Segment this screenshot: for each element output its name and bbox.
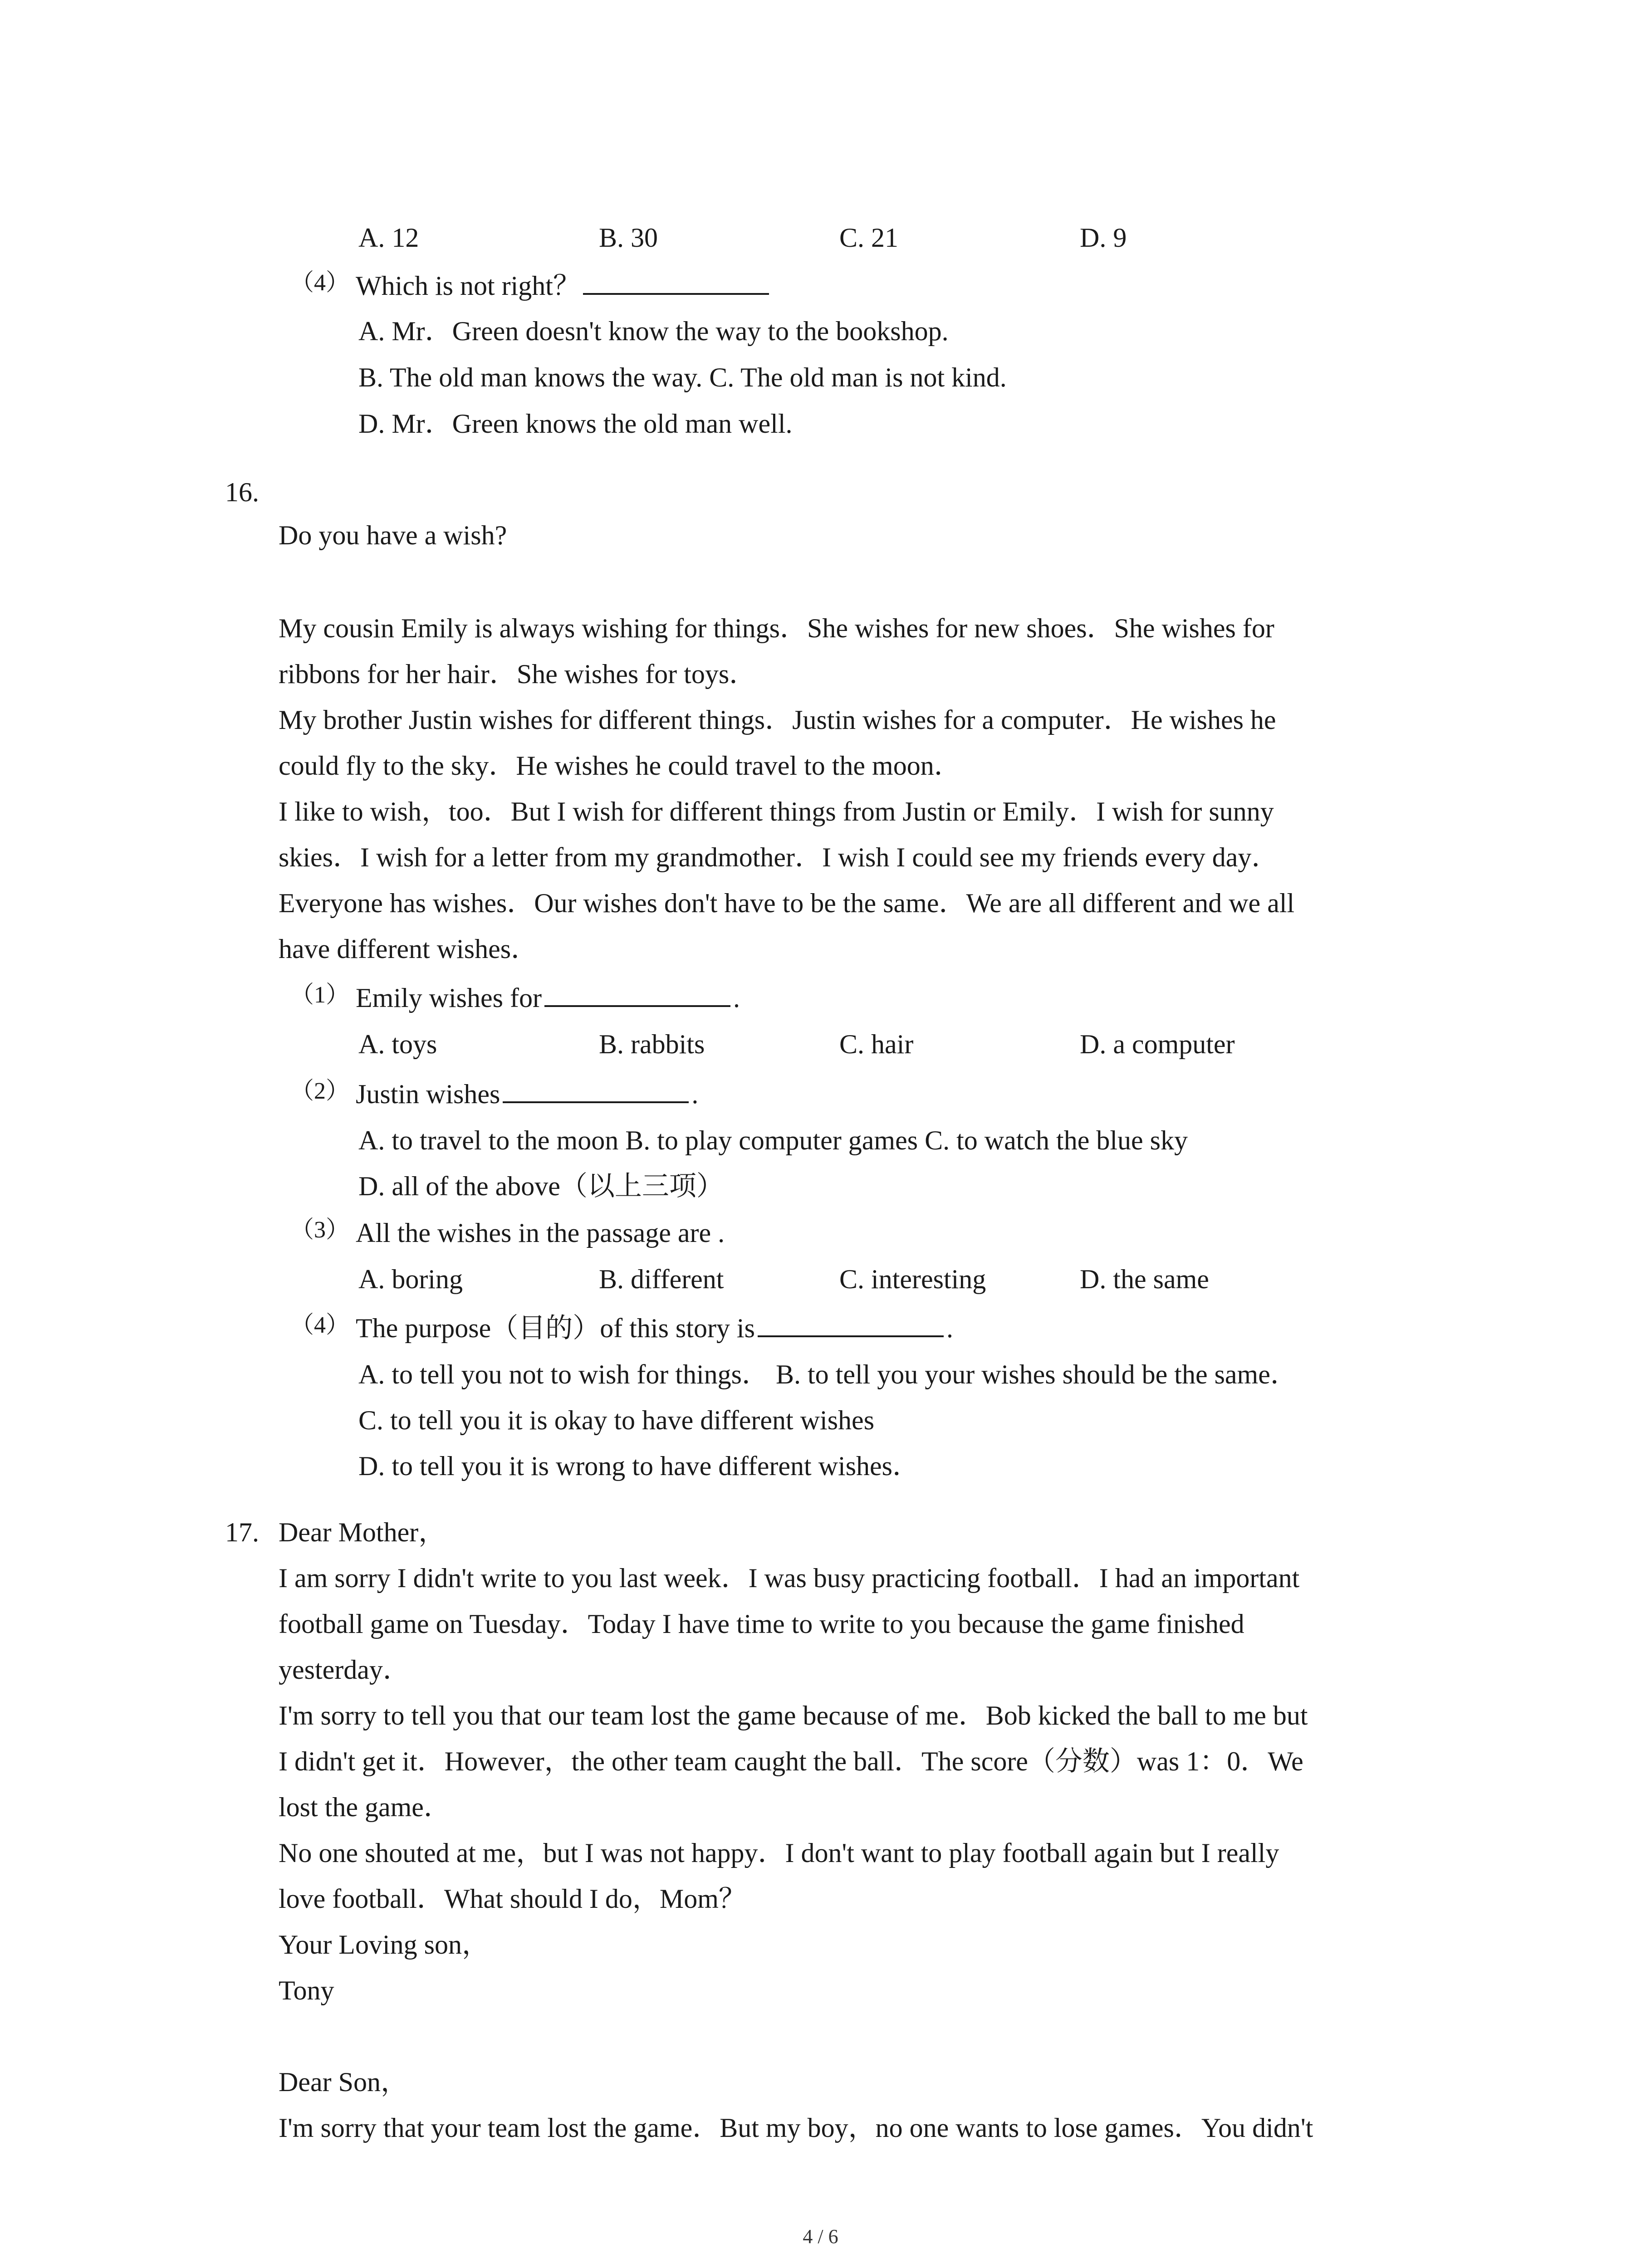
answer-blank xyxy=(758,1313,944,1337)
option-a: A. 12 xyxy=(358,223,419,253)
question-end: . xyxy=(946,1313,953,1343)
option-c: C. hair xyxy=(839,1029,914,1059)
letter-line: yesterday． xyxy=(279,1655,410,1685)
letter-line: I'm sorry to tell you that our team lost the game because of me．Bob kicked the ball to me but xyxy=(279,1701,1308,1730)
q16-q4-option-c: C. to tell you it is okay to have different wishes xyxy=(358,1405,875,1435)
passage-line: My brother Justin wishes for different things．Justin wishes for a computer．He wishes he xyxy=(279,705,1276,735)
question-text: The purpose（目的）of this story is xyxy=(356,1313,755,1343)
letter-closing: Your Loving son， xyxy=(279,1930,489,1960)
q16-q2-options-abc: A. to travel to the moon B. to play computer games C. to watch the blue sky xyxy=(358,1125,1188,1155)
passage-line: Everyone has wishes．Our wishes don't have to be the same．We are all different and we all xyxy=(279,888,1295,918)
q15-q4-option-d: D. Mr．Green knows the old man well. xyxy=(358,409,793,439)
option-a: A. toys xyxy=(358,1029,437,1059)
option-a: A. boring xyxy=(358,1264,463,1294)
sub-question-number: （2） xyxy=(290,1078,350,1104)
letter-line: I didn't get it．However，the other team caught the ball．The score（分数）was 1：0．We xyxy=(279,1746,1303,1776)
answer-blank xyxy=(544,982,730,1007)
q15-q4-option-bc: B. The old man knows the way. C. The old man is not kind. xyxy=(358,362,1007,392)
q16-q4-question xyxy=(290,1310,953,1348)
reply-greeting: Dear Son， xyxy=(279,2067,408,2097)
sub-question-number: （4） xyxy=(290,270,350,296)
answer-blank xyxy=(583,270,769,295)
passage-line: have different wishes． xyxy=(279,934,539,964)
option-c: C. 21 xyxy=(839,223,899,253)
sub-question-number: （3） xyxy=(290,1217,350,1243)
question-end: . xyxy=(691,1079,699,1109)
q16-q1-options xyxy=(358,1026,1583,1062)
option-d: D. the same xyxy=(1080,1264,1209,1294)
q16-q3-options xyxy=(358,1261,1583,1297)
passage-line: My cousin Emily is always wishing for things．She wishes for new shoes．She wishes for xyxy=(279,613,1274,643)
letter-line: No one shouted at me，but I was not happy．I don't want to play football again but I really xyxy=(279,1838,1279,1868)
passage-title: Do you have a wish? xyxy=(279,520,507,550)
option-d: D. a computer xyxy=(1080,1029,1235,1059)
question-end: . xyxy=(733,983,740,1013)
question-number-16: 16. xyxy=(225,477,259,507)
q16-q2-question xyxy=(290,1076,698,1114)
q16-q3-question xyxy=(290,1215,725,1253)
letter-line: lost the game． xyxy=(279,1792,451,1822)
q16-q1-question xyxy=(290,980,740,1018)
option-c: C. interesting xyxy=(839,1264,986,1294)
letter-line: I am sorry I didn't write to you last week．I was busy practicing football．I had an important xyxy=(279,1563,1300,1593)
sub-question-number: （1） xyxy=(290,982,350,1008)
option-b: B. 30 xyxy=(599,223,658,253)
page-number: 4 / 6 xyxy=(803,2225,838,2248)
sub-question-number: （4） xyxy=(290,1312,350,1338)
passage-line: skies．I wish for a letter from my grandmother．I wish I could see my friends every day． xyxy=(279,842,1279,872)
q15-q4-option-a: A. Mr．Green doesn't know the way to the bookshop. xyxy=(358,316,949,346)
option-d: D. 9 xyxy=(1080,223,1127,253)
passage-line: I like to wish，too．But I wish for different things from Justin or Emily．I wish for sunny xyxy=(279,797,1274,826)
letter-line: football game on Tuesday．Today I have time to write to you because the game finished xyxy=(279,1609,1244,1639)
passage-line: could fly to the sky．He wishes he could travel to the moon． xyxy=(279,751,961,781)
passage-line: ribbons for her hair．She wishes for toys． xyxy=(279,659,757,689)
q15-q4-question xyxy=(290,268,772,306)
question-text: Justin wishes xyxy=(356,1079,500,1109)
question-number-17: 17. xyxy=(225,1517,259,1547)
option-b: B. different xyxy=(599,1264,724,1294)
question-text: Emily wishes for xyxy=(356,983,542,1013)
letter-line: Dear Mother， xyxy=(279,1517,446,1547)
q15-q3-options xyxy=(358,220,1583,256)
letter-signature: Tony xyxy=(279,1975,334,2005)
letter-line: love football．What should I do，Mom？ xyxy=(279,1884,746,1914)
answer-blank xyxy=(503,1079,689,1103)
question-text: All the wishes in the passage are . xyxy=(356,1218,725,1248)
q16-q2-option-d: D. all of the above（以上三项） xyxy=(358,1171,724,1201)
question-text: Which is not right？ xyxy=(356,271,580,301)
q16-q4-option-d: D. to tell you it is wrong to have different wishes． xyxy=(358,1451,920,1481)
q16-q4-options-ab: A. to tell you not to wish for things． B. to tell you your wishes should be the same． xyxy=(358,1359,1298,1389)
option-b: B. rabbits xyxy=(599,1029,705,1059)
reply-line: I'm sorry that your team lost the game．But my boy，no one wants to lose games．You didn't xyxy=(279,2113,1313,2143)
